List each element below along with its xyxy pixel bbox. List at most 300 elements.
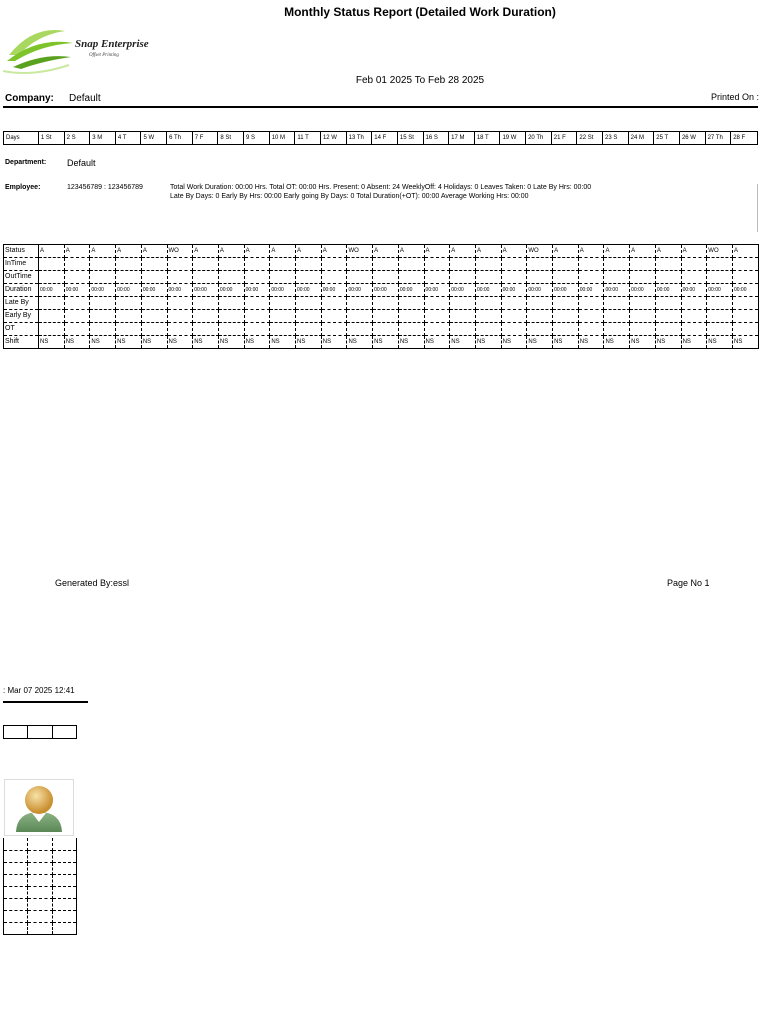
grid-cell — [655, 310, 681, 323]
grid-cell: A — [398, 245, 424, 258]
grid-cell: 00:00 — [90, 284, 116, 297]
grid-cell: 00:00 — [193, 284, 219, 297]
mini-grid — [3, 838, 77, 935]
grid-cell: 00:00 — [450, 284, 476, 297]
grid-cell: 00:00 — [501, 284, 527, 297]
day-header-cell: 25 T — [654, 132, 680, 144]
day-header-cell: 20 Th — [526, 132, 552, 144]
grid-cell: NS — [630, 336, 656, 349]
grid-cell — [527, 258, 553, 271]
grid-cell — [527, 297, 553, 310]
grid-cell — [218, 297, 244, 310]
grid-cell — [39, 323, 65, 336]
grid-cell — [193, 323, 219, 336]
day-header-cell: 12 W — [321, 132, 347, 144]
day-header-cell: 28 F — [733, 135, 746, 141]
employee-value: 123456789 : 123456789 — [67, 184, 143, 191]
mini-grid-cell — [52, 886, 76, 898]
grid-cell — [501, 271, 527, 284]
mini-box-row — [3, 725, 77, 739]
grid-cell: 00:00 — [141, 284, 167, 297]
grid-cell — [450, 271, 476, 284]
grid-cell — [475, 297, 501, 310]
grid-row — [4, 323, 759, 336]
grid-cell — [347, 271, 373, 284]
grid-cell: NS — [732, 336, 758, 349]
grid-cell: 00:00 — [218, 284, 244, 297]
grid-cell: A — [604, 245, 630, 258]
grid-cell: NS — [604, 336, 630, 349]
grid-cell — [501, 323, 527, 336]
grid-cell — [398, 271, 424, 284]
date-range: Feb 01 2025 To Feb 28 2025 — [355, 75, 485, 86]
employee-label: Employee: — [5, 184, 41, 191]
grid-cell: WO — [347, 245, 373, 258]
grid-cell — [681, 310, 707, 323]
grid-cell — [347, 323, 373, 336]
grid-cell: A — [321, 245, 347, 258]
grid-cell — [424, 258, 450, 271]
grid-cell: A — [450, 245, 476, 258]
day-header-cell: 13 Th — [347, 132, 373, 144]
grid-cell: NS — [655, 336, 681, 349]
grid-cell — [270, 258, 296, 271]
grid-cell: NS — [347, 336, 373, 349]
day-header-cell: 2 S — [65, 132, 91, 144]
grid-cell — [732, 297, 758, 310]
grid-cell: 00:00 — [398, 284, 424, 297]
grid-cell: A — [244, 245, 270, 258]
grid-cell: 00:00 — [604, 284, 630, 297]
grid-cell: 00:00 — [39, 284, 65, 297]
grid-cell — [475, 271, 501, 284]
day-header-cell: 17 M — [449, 132, 475, 144]
grid-cell — [347, 258, 373, 271]
grid-cell: 00:00 — [424, 284, 450, 297]
grid-cell — [321, 258, 347, 271]
grid-cell — [321, 271, 347, 284]
grid-cell — [296, 297, 322, 310]
grid-cell — [373, 258, 399, 271]
grid-cell — [116, 297, 142, 310]
mini-grid-cell — [4, 886, 28, 898]
grid-cell — [64, 310, 90, 323]
grid-cell: 00:00 — [553, 284, 579, 297]
grid-cell: NS — [270, 336, 296, 349]
grid-cell: 00:00 — [732, 284, 758, 297]
day-header-cell: 23 S — [603, 132, 629, 144]
grid-cell — [296, 271, 322, 284]
grid-cell — [450, 323, 476, 336]
grid-cell — [39, 297, 65, 310]
grid-cell — [732, 323, 758, 336]
divider — [757, 184, 758, 232]
grid-cell: A — [141, 245, 167, 258]
grid-cell: A — [501, 245, 527, 258]
grid-cell: 00:00 — [527, 284, 553, 297]
grid-row-label: Late By — [4, 297, 39, 310]
grid-row-label: OutTime — [4, 271, 39, 284]
grid-cell: 00:00 — [116, 284, 142, 297]
grid-cell — [244, 258, 270, 271]
mini-grid-cell — [52, 910, 76, 922]
grid-cell — [424, 323, 450, 336]
logo-subtext: Offset Printing — [89, 53, 119, 58]
grid-row-label: OT — [4, 323, 39, 336]
grid-cell — [707, 271, 733, 284]
grid-cell — [450, 258, 476, 271]
grid-cell: WO — [707, 245, 733, 258]
grid-cell — [398, 258, 424, 271]
grid-cell: 00:00 — [270, 284, 296, 297]
grid-cell: NS — [578, 336, 604, 349]
grid-cell: NS — [450, 336, 476, 349]
grid-cell — [655, 297, 681, 310]
grid-cell — [604, 258, 630, 271]
grid-cell — [707, 310, 733, 323]
printed-on-value: : Mar 07 2025 12:41 — [3, 686, 75, 695]
grid-cell — [553, 297, 579, 310]
grid-cell — [116, 323, 142, 336]
day-header-cell: 19 W — [500, 132, 526, 144]
mini-grid-cell — [28, 886, 52, 898]
grid-row — [4, 258, 759, 271]
grid-cell: NS — [553, 336, 579, 349]
grid-cell: NS — [527, 336, 553, 349]
grid-cell — [90, 258, 116, 271]
grid-row-label: Status — [4, 245, 39, 258]
day-header-cell: 3 M — [90, 132, 116, 144]
day-header-cell: 1 St — [39, 132, 65, 144]
grid-cell — [373, 323, 399, 336]
day-header-cell: 24 M — [629, 132, 655, 144]
grid-cell: WO — [527, 245, 553, 258]
grid-cell — [296, 258, 322, 271]
grid-cell: 00:00 — [578, 284, 604, 297]
grid-cell — [90, 310, 116, 323]
grid-cell — [141, 258, 167, 271]
mini-grid-cell — [4, 910, 28, 922]
grid-cell — [64, 297, 90, 310]
grid-cell — [707, 323, 733, 336]
grid-cell — [630, 271, 656, 284]
grid-cell — [424, 297, 450, 310]
grid-cell: NS — [64, 336, 90, 349]
grid-cell — [244, 323, 270, 336]
grid-cell — [398, 323, 424, 336]
grid-cell — [141, 271, 167, 284]
grid-cell: A — [373, 245, 399, 258]
grid-cell — [193, 310, 219, 323]
day-header-cell: 21 F — [552, 132, 578, 144]
grid-cell — [475, 310, 501, 323]
grid-cell: NS — [681, 336, 707, 349]
grid-cell — [116, 310, 142, 323]
grid-cell: NS — [39, 336, 65, 349]
day-header-cell: 16 S — [424, 132, 450, 144]
grid-cell — [167, 271, 193, 284]
grid-cell — [193, 297, 219, 310]
grid-cell — [707, 258, 733, 271]
grid-cell: 00:00 — [630, 284, 656, 297]
grid-cell — [296, 310, 322, 323]
mini-grid-cell — [52, 898, 76, 910]
grid-row — [4, 245, 759, 258]
grid-cell — [578, 323, 604, 336]
grid-cell — [90, 323, 116, 336]
grid-cell — [578, 297, 604, 310]
grid-cell: 00:00 — [373, 284, 399, 297]
grid-cell — [630, 297, 656, 310]
day-header-cell: 14 F — [372, 132, 398, 144]
grid-row — [4, 336, 759, 349]
grid-cell — [270, 297, 296, 310]
grid-cell — [655, 323, 681, 336]
day-header-cell: 5 W — [141, 132, 167, 144]
mini-grid-cell — [28, 862, 52, 874]
mini-box — [4, 726, 28, 738]
grid-row-label: Shift — [4, 336, 39, 349]
mini-grid-cell — [4, 922, 28, 934]
mini-grid-cell — [4, 874, 28, 886]
day-header-cell: 10 M — [270, 132, 296, 144]
grid-cell: NS — [321, 336, 347, 349]
grid-cell — [681, 297, 707, 310]
grid-cell — [373, 297, 399, 310]
grid-cell — [193, 258, 219, 271]
grid-cell: A — [218, 245, 244, 258]
grid-cell — [39, 310, 65, 323]
grid-cell — [64, 323, 90, 336]
grid-cell — [732, 271, 758, 284]
grid-cell — [450, 310, 476, 323]
grid-cell — [244, 310, 270, 323]
mini-grid-cell — [28, 838, 52, 850]
report-title: Monthly Status Report (Detailed Work Duration) — [284, 5, 556, 19]
day-header-cell: 9 S — [244, 132, 270, 144]
mini-box — [53, 726, 76, 738]
grid-cell — [475, 258, 501, 271]
grid-cell — [553, 310, 579, 323]
grid-cell — [270, 271, 296, 284]
grid-cell: NS — [501, 336, 527, 349]
mini-grid-cell — [4, 898, 28, 910]
grid-cell — [630, 258, 656, 271]
grid-cell: A — [64, 245, 90, 258]
grid-cell: A — [424, 245, 450, 258]
grid-cell — [218, 323, 244, 336]
day-header-cell: 26 W — [680, 132, 706, 144]
grid-cell — [90, 271, 116, 284]
grid-cell: A — [553, 245, 579, 258]
mini-grid-cell — [52, 838, 76, 850]
department-label: Department: — [5, 159, 47, 166]
grid-cell — [167, 297, 193, 310]
grid-cell — [270, 310, 296, 323]
grid-cell — [90, 297, 116, 310]
grid-cell — [141, 323, 167, 336]
grid-cell: A — [39, 245, 65, 258]
days-header-label: Days — [4, 132, 39, 144]
grid-cell: NS — [193, 336, 219, 349]
grid-cell — [270, 323, 296, 336]
grid-cell — [604, 297, 630, 310]
grid-cell: 00:00 — [655, 284, 681, 297]
grid-cell — [604, 271, 630, 284]
mini-grid-cell — [28, 910, 52, 922]
divider — [3, 701, 88, 703]
grid-cell — [398, 297, 424, 310]
grid-cell: A — [630, 245, 656, 258]
grid-cell — [39, 271, 65, 284]
mini-grid-cell — [28, 850, 52, 862]
mini-grid-cell — [4, 838, 28, 850]
grid-cell — [578, 310, 604, 323]
grid-cell: NS — [244, 336, 270, 349]
mini-grid-cell — [52, 874, 76, 886]
grid-cell — [604, 323, 630, 336]
days-header-row — [3, 131, 758, 145]
grid-cell — [193, 271, 219, 284]
day-header-cell: 18 T — [475, 132, 501, 144]
day-header-cell: 6 Th — [167, 132, 193, 144]
grid-cell — [398, 310, 424, 323]
day-header-cell: 15 St — [398, 132, 424, 144]
grid-row-label: InTime — [4, 258, 39, 271]
grid-row-label: Duration — [4, 284, 39, 297]
grid-cell — [424, 310, 450, 323]
mini-grid-cell — [52, 850, 76, 862]
grid-cell — [553, 271, 579, 284]
grid-cell — [244, 297, 270, 310]
mini-grid-cell — [52, 922, 76, 934]
grid-cell — [39, 258, 65, 271]
grid-cell — [707, 297, 733, 310]
grid-cell — [218, 258, 244, 271]
company-value: Default — [69, 93, 101, 104]
grid-cell: WO — [167, 245, 193, 258]
grid-cell — [527, 271, 553, 284]
grid-cell — [321, 297, 347, 310]
grid-cell: NS — [90, 336, 116, 349]
grid-cell — [501, 297, 527, 310]
grid-row — [4, 271, 759, 284]
grid-cell — [64, 258, 90, 271]
grid-cell — [424, 271, 450, 284]
grid-cell — [527, 323, 553, 336]
grid-cell — [732, 258, 758, 271]
grid-cell — [578, 258, 604, 271]
company-label: Company: — [5, 93, 54, 104]
grid-cell — [450, 297, 476, 310]
grid-cell — [167, 310, 193, 323]
grid-cell — [116, 258, 142, 271]
grid-cell — [347, 310, 373, 323]
grid-cell — [244, 271, 270, 284]
grid-cell — [655, 271, 681, 284]
day-header-cell: 8 St — [218, 132, 244, 144]
grid-cell: NS — [296, 336, 322, 349]
grid-cell: NS — [707, 336, 733, 349]
grid-cell — [475, 323, 501, 336]
attendance-grid — [3, 244, 759, 349]
mini-grid-cell — [52, 862, 76, 874]
leaf-swoosh-logo-icon — [3, 17, 183, 75]
grid-cell: A — [475, 245, 501, 258]
grid-cell: 00:00 — [167, 284, 193, 297]
day-header-cell: 11 T — [295, 132, 321, 144]
company-logo — [3, 17, 183, 75]
mini-grid-cell — [28, 874, 52, 886]
printed-on-label: Printed On : — [710, 92, 759, 102]
grid-cell — [141, 297, 167, 310]
logo-text: Snap Enterprise — [75, 38, 149, 50]
grid-cell: NS — [218, 336, 244, 349]
grid-cell — [578, 271, 604, 284]
user-avatar-icon — [4, 779, 74, 836]
grid-cell — [167, 258, 193, 271]
grid-cell — [321, 323, 347, 336]
grid-cell: 00:00 — [681, 284, 707, 297]
grid-cell — [373, 310, 399, 323]
grid-cell: NS — [141, 336, 167, 349]
grid-cell: NS — [167, 336, 193, 349]
grid-cell: A — [90, 245, 116, 258]
grid-cell: A — [270, 245, 296, 258]
grid-cell: 00:00 — [64, 284, 90, 297]
grid-cell — [296, 323, 322, 336]
grid-row — [4, 284, 759, 297]
grid-cell — [218, 310, 244, 323]
grid-cell — [681, 323, 707, 336]
grid-cell — [218, 271, 244, 284]
grid-cell — [167, 323, 193, 336]
header-divider — [3, 106, 758, 108]
grid-cell — [604, 310, 630, 323]
grid-cell — [553, 323, 579, 336]
grid-cell: NS — [424, 336, 450, 349]
grid-cell: 00:00 — [707, 284, 733, 297]
grid-cell: 00:00 — [321, 284, 347, 297]
grid-cell: A — [578, 245, 604, 258]
grid-cell — [373, 271, 399, 284]
grid-cell: 00:00 — [296, 284, 322, 297]
page-number: Page No 1 — [667, 578, 710, 588]
grid-cell — [116, 271, 142, 284]
grid-cell: NS — [116, 336, 142, 349]
grid-cell: A — [116, 245, 142, 258]
grid-cell — [732, 310, 758, 323]
grid-cell — [321, 310, 347, 323]
grid-cell: NS — [398, 336, 424, 349]
grid-row — [4, 297, 759, 310]
grid-cell: A — [296, 245, 322, 258]
mini-grid-cell — [28, 922, 52, 934]
day-header-cell: 4 T — [116, 132, 142, 144]
grid-cell: 00:00 — [475, 284, 501, 297]
grid-cell: 00:00 — [244, 284, 270, 297]
day-header-cell: 7 F — [193, 132, 219, 144]
grid-cell: NS — [373, 336, 399, 349]
grid-cell: A — [193, 245, 219, 258]
grid-cell — [655, 258, 681, 271]
grid-cell — [681, 258, 707, 271]
grid-row-label: Early By — [4, 310, 39, 323]
grid-cell — [527, 310, 553, 323]
mini-grid-cell — [28, 898, 52, 910]
grid-cell: A — [655, 245, 681, 258]
grid-cell — [553, 258, 579, 271]
